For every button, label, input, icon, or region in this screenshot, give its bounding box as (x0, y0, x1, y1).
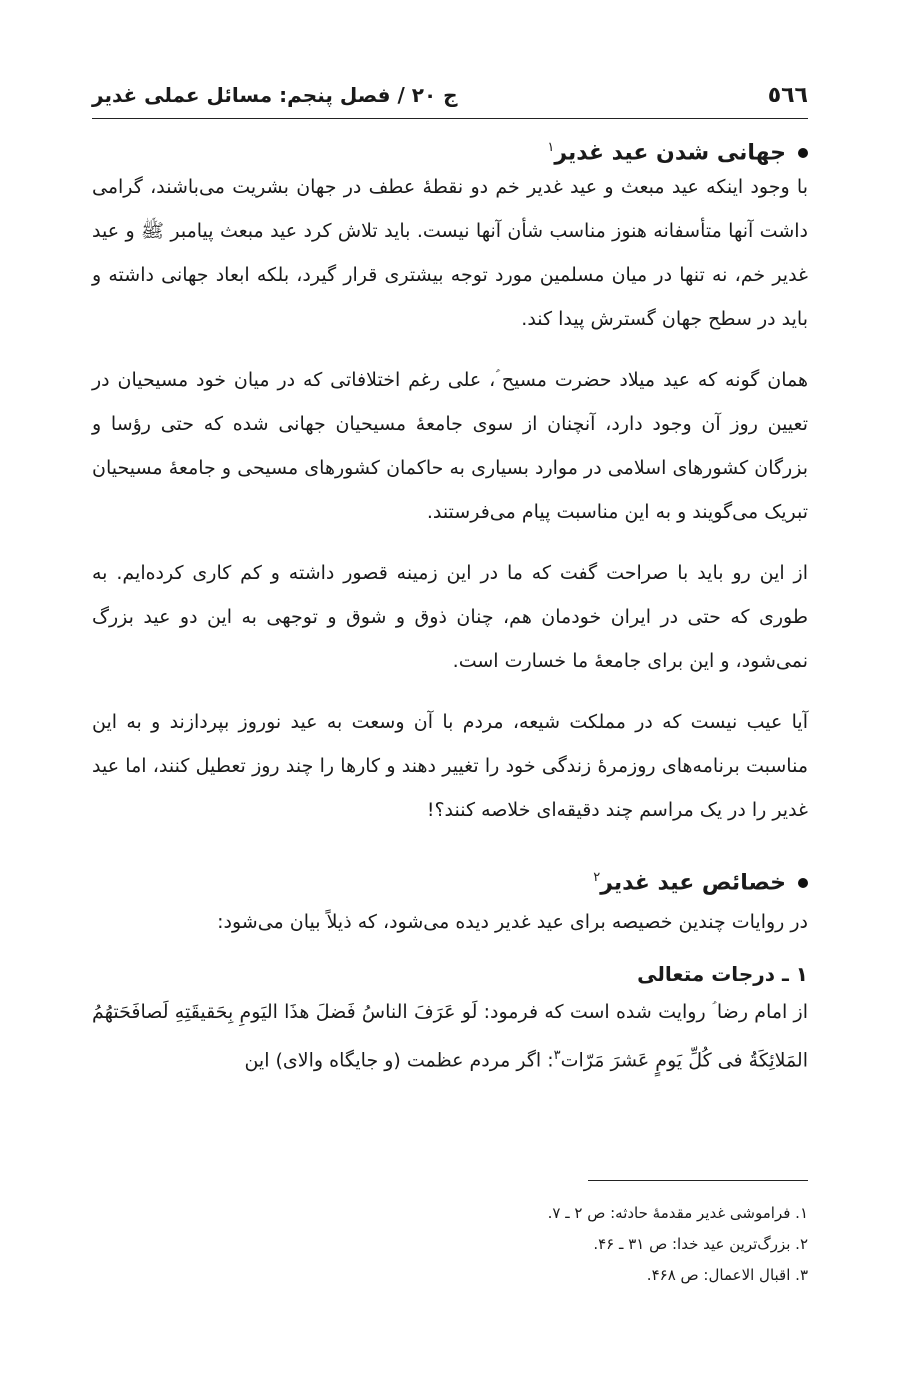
section-title-text: خصائص عید غدیر$^۲$ (593, 870, 786, 896)
paragraph: آیا عیب نیست که در مملکت شیعه، مردم با آن وسعت به عید نوروز بپردازند و به این مناسبت برنامه‌های روزمرهٔ زندگی خود را تغییر دهند و کارها را چند روز تعطیل کنند، اما عید غدیر را در یک مراسم چند دقیقه‌ای خلاصه کنند؟! (92, 711, 808, 822)
main-content (92, 140, 808, 1082)
section-ghadir-features (92, 870, 808, 1082)
running-title: ج ۲۰ / فصل پنجم: مسائل عملی غدیر (92, 83, 458, 107)
section-title (92, 140, 808, 165)
footnotes (92, 1198, 808, 1291)
footnote-ref[interactable]: ۳ (553, 1047, 561, 1063)
paragraph: با وجود اینکه عید مبعث و عید غدیر خم دو نقطهٔ عطف در جهان بشریت می‌باشند، گرامی داشت آنها متأسفانه هنوز مناسب شأن آنها نیست. باید تلاش کرد عید مبعث پیامبر ﷺ و عید غدیر خم، نه تنها در میان مسلمین مورد توجه بیشتری قرار گیرد، بلکه ابعاد جهانی داشته و باید در سطح جهان گسترش پیدا کند. (92, 176, 808, 331)
footnote-ref[interactable]: ۱ (547, 140, 555, 155)
footnote: ۳. اقبال الاعمال: ص ۴۶۸. (646, 1266, 808, 1284)
page-number: ٥٦٦ (767, 82, 808, 108)
bullet-icon (798, 148, 808, 158)
paragraph: از این رو باید با صراحت گفت که ما در این زمینه قصور داشته و کم کاری کرده‌ایم. به طوری که حتی در ایران خودمان هم، چنان ذوق و شوق و توجهی به این دو عید بزرگ نمی‌شود، و این برای جامعهٔ ما خسارت است. (92, 562, 808, 673)
page-header (92, 72, 808, 119)
footnote-ref[interactable]: ۲ (593, 870, 601, 886)
intro-paragraph: در روایات چندین خصیصه برای عید غدیر دیده می‌شود، که ذیلاً بیان می‌شود: (217, 910, 808, 933)
section-global-ghadir (92, 140, 808, 832)
subsection-title: ۱ ـ درجات متعالی (637, 961, 808, 986)
paragraph: همان گونه که عید میلاد حضرت مسیح ؑ، علی رغم اختلافاتی که در میان خود مسیحیان در تعیین روز آن وجود دارد، آنچنان از سوی جامعهٔ مسیحیان جهانی شده که حتی رؤسا و بزرگان کشورهای اسلامی در موارد بسیاری به حاکمان کشورهای مسیحی و جامعهٔ مسیحیان تبریک می‌گویند و به این مناسبت پیام می‌فرستند. (92, 369, 808, 524)
footnote-divider (588, 1180, 808, 1181)
footnote: ۲. بزرگ‌ترین عید خدا: ص ۳۱ ـ ۴۶. (593, 1235, 808, 1253)
paragraph: از امام رضا ؑ روایت شده است که فرمود: لَو عَرَفَ الناسُ فَضلَ هذَا الیَومِ بِحَقیقَتِهِ لَصافَحَتهُمُ المَلائِکَةُ فی کُلِّ یَومٍ عَشرَ مَرّات$^۳$: اگر مردم عظمت (و جایگاه والای) این (92, 1000, 808, 1071)
section-title-text: جهانی شدن عید غدیر$^۱$ (547, 140, 786, 166)
footnote: ۱. فراموشی غدیر مقدمهٔ حادثه: ص ۲ ـ ۷. (547, 1204, 808, 1222)
section-title (92, 870, 808, 895)
bullet-icon (798, 878, 808, 888)
